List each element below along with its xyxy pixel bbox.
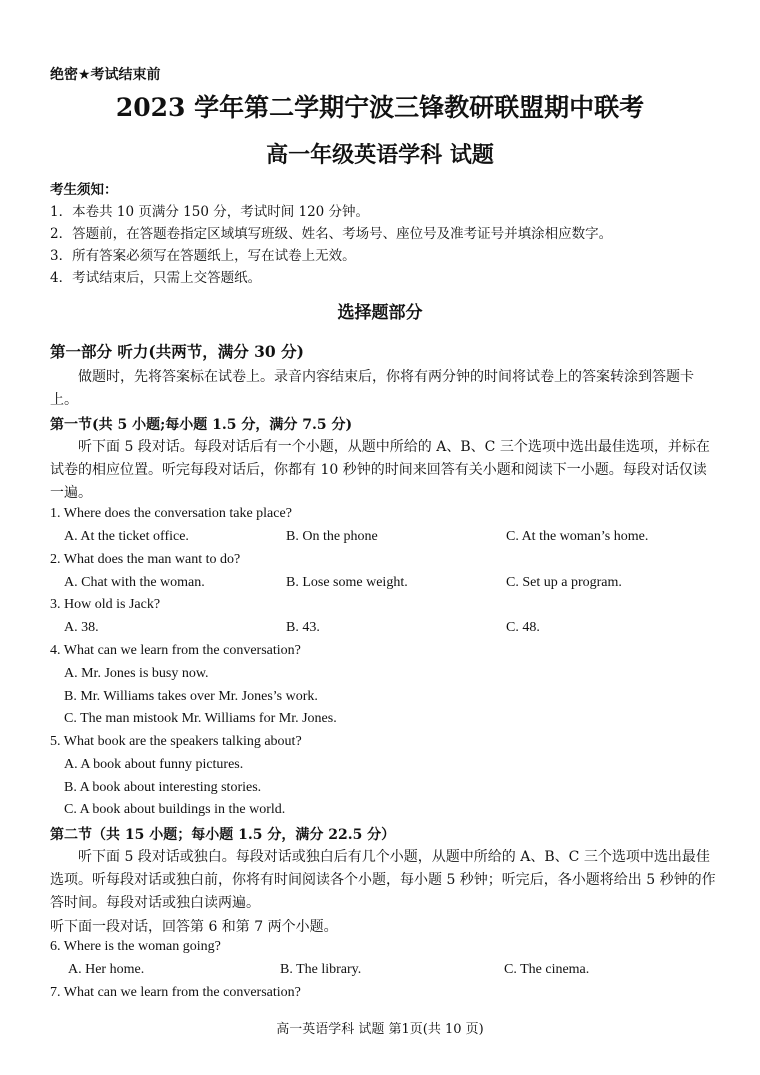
- exam-subtitle: 高一年级英语学科 试题: [266, 142, 494, 168]
- exam-title: 2023 学年第二学期宁波三锋教研联盟期中联考: [115, 93, 645, 122]
- option-c: C. A book about buildings in the world.: [64, 802, 286, 817]
- option-b: B. On the phone: [286, 529, 378, 544]
- note-item: 2．答题前，在答题卷指定区域填写班级、姓名、考场号、座位号及准考证号并填涂相应数字。: [50, 226, 613, 242]
- section2-title: 第二节（共 15 小题；每小题 1.5 分，满分 22.5 分）: [50, 827, 396, 843]
- option-c: C. The cinema.: [504, 962, 590, 977]
- note-item: 3．所有答案必须写在答题纸上，写在试卷上无效。: [50, 248, 356, 264]
- part-intro: 做题时，先将答案标在试卷上。录音内容结束后，你将有两分钟的时间将试卷上的答案转涂到答题卡上。: [50, 369, 694, 408]
- option-c: C. The man mistook Mr. Williams for Mr. Jones.: [64, 711, 337, 726]
- option-a: A. Her home.: [68, 962, 145, 977]
- confidential-label: 绝密★考试结束前: [50, 67, 161, 83]
- option-b: B. Lose some weight.: [286, 575, 408, 590]
- section-title: 选择题部分: [337, 303, 423, 323]
- option-b: B. 43.: [286, 620, 320, 635]
- option-a: A. Mr. Jones is busy now.: [64, 666, 209, 681]
- option-c: C. At the woman’s home.: [506, 529, 649, 544]
- question-3: 3. How old is Jack?: [50, 597, 161, 612]
- question-7: 7. What can we learn from the conversation?: [50, 985, 301, 1000]
- section1-title: 第一节(共 5 小题;每小题 1.5 分，满分 7.5 分): [50, 417, 353, 433]
- option-b: B. A book about interesting stories.: [64, 780, 262, 795]
- question-6: 6. Where is the woman going?: [50, 939, 221, 954]
- question-4: 4. What can we learn from the conversation?: [50, 643, 301, 658]
- option-a: A. At the ticket office.: [64, 529, 189, 544]
- page-footer: 高一英语学科 试题 第1页(共 10 页): [276, 1022, 484, 1037]
- note-item: 1．本卷共 10 页满分 150 分，考试时间 120 分钟。: [50, 204, 370, 220]
- note-item: 4．考试结束后，只需上交答题纸。: [50, 270, 262, 286]
- option-a: A. 38.: [64, 620, 99, 635]
- notes-heading: 考生须知：: [50, 182, 118, 198]
- section1-intro: 听下面 5 段对话。每段对话后有一个小题，从题中所给的 A、B、C 三个选项中选出最佳选项，并标在试卷的相应位置。听完每段对话后，你都有 10 秒钟的时间来回答有关小题和阅读下一小题。每段对话仅读一遍。: [50, 439, 710, 501]
- part-title: 第一部分 听力(共两节，满分 30 分): [50, 342, 304, 361]
- question-1: 1. Where does the conversation take place?: [50, 506, 292, 521]
- question-2: 2. What does the man want to do?: [50, 552, 241, 567]
- section2-intro: 听下面 5 段对话或独白。每段对话或独白后有几个小题，从题中所给的 A、B、C 三个选项中选出最佳选项。听每段对话或独白前，你将有时间阅读各个小题，每小题 5 秒钟；听完后，各小题将给出 5 秒钟的作答时间。每段对话或独白读两遍。: [50, 849, 716, 911]
- option-b: B. Mr. Williams takes over Mr. Jones’s work.: [64, 689, 318, 704]
- option-c: C. Set up a program.: [506, 575, 622, 590]
- option-b: B. The library.: [280, 962, 362, 977]
- option-a: A. Chat with the woman.: [64, 575, 205, 590]
- section2-lead: 听下面一段对话，回答第 6 和第 7 两个小题。: [50, 919, 338, 935]
- option-a: A. A book about funny pictures.: [64, 757, 244, 772]
- option-c: C. 48.: [506, 620, 540, 635]
- question-5: 5. What book are the speakers talking about?: [50, 734, 302, 749]
